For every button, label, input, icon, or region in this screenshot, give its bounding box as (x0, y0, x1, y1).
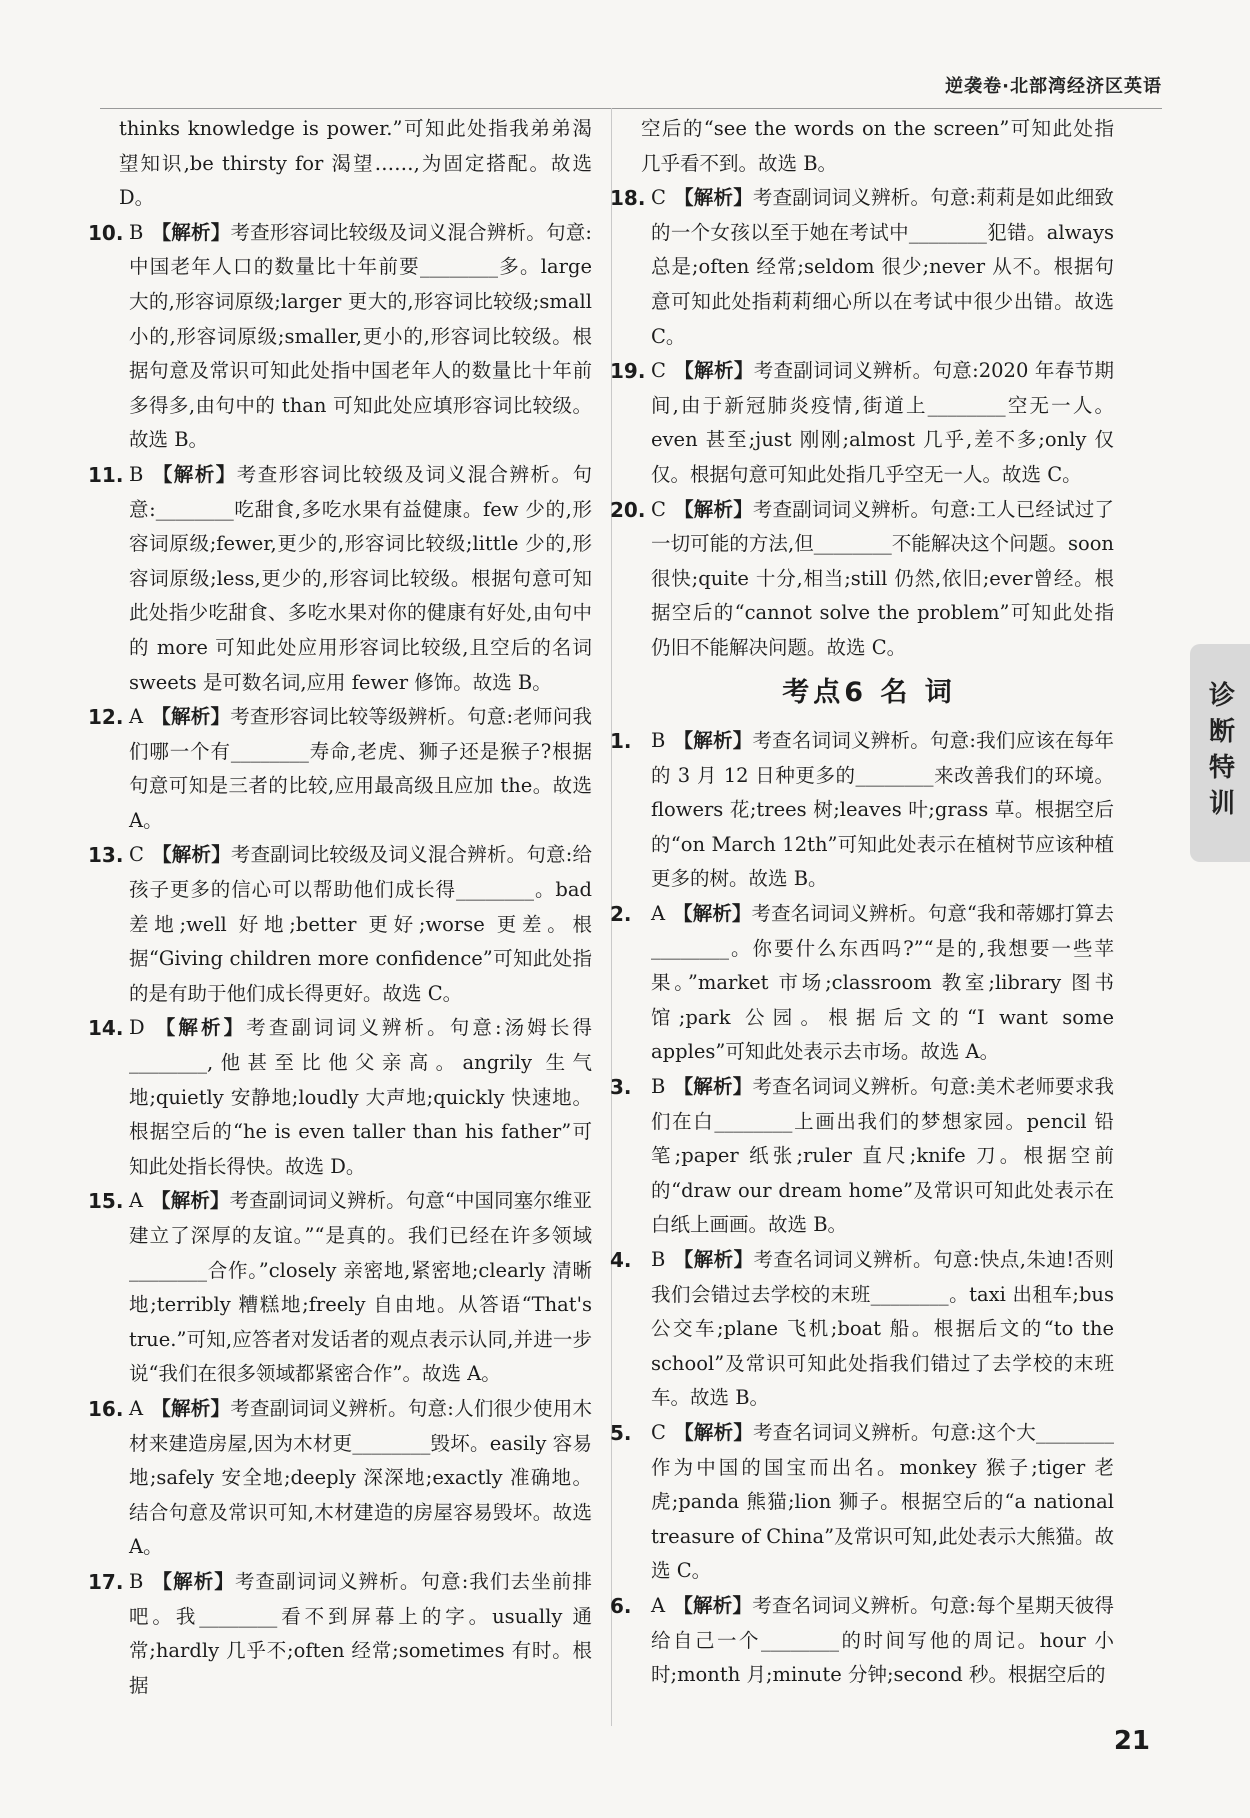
answer-letter: A (651, 902, 666, 926)
answer-entry (88, 700, 592, 838)
answer-letter: B (129, 220, 144, 244)
analysis-tag: 【解析】 (151, 1189, 230, 1213)
answer-letter: A (129, 1189, 144, 1213)
answer-letter: C (651, 359, 666, 383)
question-number: 4. (610, 1248, 632, 1272)
answer-letter: B (651, 1248, 666, 1271)
question-number: 6. (610, 1593, 632, 1618)
answer-entry (88, 838, 592, 1011)
side-tab-label: 诊断特训 (1204, 681, 1235, 825)
analysis-text: 考查名词词义辨析。句意:美术老师要求我们在白________上画出我们的梦想家园。pencil 铅笔;paper 纸张;ruler 直尺;knife 刀。根据空前的“draw our dream home”及常识可知此处表示在白纸上画画。故选 B。 (651, 1075, 1114, 1237)
left-column (88, 112, 592, 1703)
analysis-text: 考查名词词义辨析。句意“我和蒂娜打算去________。你要什么东西吗?”“是的,我想要一些苹果。”market 市场;classroom 教室;library 图书馆;park 公园。根据后文的“I want some apples”可知此处表示去市场。故选 A。 (651, 902, 1114, 1064)
answer-entry (610, 897, 1114, 1070)
analysis-text: 考查形容词比较级及词义混合辨析。句意:中国老年人口的数量比十年前要________多。large 大的,形容词原级;larger 更大的,形容词比较级;small 小的,形容词原级;smaller,更小的,形容词比较级。根据句意及常识可知此处指中国老年人的数量比十年前多得多,由句中的 than 可知此处应填形容词比较级。故选 B。 (129, 220, 592, 452)
answer-letter: C (129, 843, 144, 867)
answer-letter: C (651, 186, 666, 210)
analysis-tag: 【解析】 (152, 1016, 247, 1040)
analysis-tag: 【解析】 (151, 1396, 231, 1420)
answer-entry (610, 493, 1114, 666)
question-number: 18. (610, 186, 646, 211)
analysis-tag: 【解析】 (673, 1248, 754, 1271)
analysis-text: 考查副词词义辨析。句意:人们很少使用木材来建造房屋,因为木材更________毁坏。easily 容易地;safely 安全地;deeply 深深地;exactly 准确地。结合句意及常识可知,木材建造的房屋容易毁坏。故选 A。 (129, 1396, 592, 1559)
section-title: 考点6 名 词 (782, 676, 956, 708)
analysis-tag: 【解析】 (151, 462, 237, 486)
answer-letter: B (651, 1075, 666, 1099)
analysis-text: 考查副词词义辨析。句意:2020 年春节期间,由于新冠肺炎疫情,街道上________空无一人。even 甚至;just 刚刚;almost 几乎,差不多;only 仅仅。根据句意可知此处指几乎空无一人。故选 C。 (651, 359, 1114, 486)
answer-entry (88, 458, 592, 700)
question-number: 14. (88, 1016, 124, 1041)
analysis-text: 考查名词词义辨析。句意:快点,朱迪!否则我们会错过去学校的末班________。taxi 出租车;bus 公交车;plane 飞机;boat 船。根据后文的“to the school”及常识可知此处指我们错过了去学校的末班车。故选 B。 (651, 1248, 1114, 1410)
analysis-text: 考查形容词比较等级辨析。句意:老师问我们哪一个有________寿命,老虎、狮子还是猴子?根据句意可知是三者的比较,应用最高级且应加 the。故选 A。 (129, 705, 592, 832)
question-number: 10. (88, 220, 124, 245)
question-number: 17. (88, 1569, 124, 1594)
answer-entry (610, 1243, 1114, 1416)
right-intro: 空后的“see the words on the screen”可知此处指几乎看不到。故选 B。 (641, 117, 1114, 175)
answer-entry (88, 1184, 592, 1392)
left-intro: thinks knowledge is power.”可知此处指我弟弟渴望知识,be thirsty for 渴望……,为固定搭配。故选 D。 (119, 117, 592, 210)
analysis-tag: 【解析】 (151, 843, 231, 867)
answer-letter: B (129, 1569, 144, 1593)
question-number: 15. (88, 1189, 124, 1214)
question-number: 1. (610, 729, 632, 754)
analysis-text: 考查名词词义辨析。句意:这个大________作为中国的国宝而出名。monkey 猴子;tiger 老虎;panda 熊猫;lion 狮子。根据空后的“a national treasure of China”及常识可知,此处表示大熊猫。故选 C。 (651, 1420, 1114, 1583)
answer-entry (610, 181, 1114, 354)
analysis-text: 考查副词词义辨析。句意:汤姆长得________,他甚至比他父亲高。angrily 生气地;quietly 安静地;loudly 大声地;quickly 快速地。根据空后的“he is even taller than his father”可知此处指长得快。故选 D。 (129, 1016, 592, 1178)
answer-entry (88, 216, 592, 458)
analysis-text: 考查形容词比较级及词义混合辨析。句意:________吃甜食,多吃水果有益健康。few 少的,形容词原级;fewer,更少的,形容词比较级;little 少的,形容词原级;less,更少的,形容词比较级。根据句意可知此处指少吃甜食、多吃水果对你的健康有好处,由句中的 more 可知此处应用形容词比较级,且空后的名词 sweets 是可数名词,应用 fewer 修饰。故选 B。 (129, 462, 592, 694)
question-number: 20. (610, 497, 646, 522)
side-tab[interactable] (1190, 644, 1250, 862)
analysis-text: 考查副词词义辨析。句意:莉莉是如此细致的一个女孩以至于她在考试中________犯错。always 总是;often 经常;seldom 很少;never 从不。根据句意可知此处指莉莉细心所以在考试中很少出错。故选 C。 (651, 186, 1114, 348)
analysis-tag: 【解析】 (673, 497, 753, 521)
right-column (610, 112, 1114, 1693)
analysis-tag: 【解析】 (151, 220, 231, 244)
question-number: 13. (88, 843, 124, 868)
analysis-tag: 【解析】 (673, 359, 754, 383)
analysis-text: 考查名词词义辨析。句意:每个星期天彼得给自己一个________的时间写他的周记。hour 小时;month 月;minute 分钟;second 秒。根据空后的 (651, 1593, 1114, 1687)
answer-entry (610, 1416, 1114, 1589)
answer-letter: D (129, 1016, 145, 1040)
analysis-text: 考查副词词义辨析。句意:我们去坐前排吧。我________看不到屏幕上的字。usually 通常;hardly 几乎不;often 经常;sometimes 有时。根据 (129, 1569, 592, 1697)
answer-entry (610, 354, 1114, 492)
analysis-text: 考查副词词义辨析。句意“中国同塞尔维亚建立了深厚的友谊。”“是真的。我们已经在许多领域________合作。”closely 亲密地,紧密地;clearly 清晰地;terribly 糟糕地;freely 自由地。从答语“That's true.”可知,应答者对发话者的观点表示认同,并进一步说“我们在很多领域都紧密合作”。故选 A。 (129, 1189, 592, 1386)
question-number: 5. (610, 1420, 632, 1445)
question-number: 16. (88, 1396, 124, 1421)
analysis-tag: 【解析】 (673, 729, 753, 753)
question-number: 11. (88, 462, 124, 487)
header-rule (100, 108, 1162, 109)
page-header: 逆袭卷·北部湾经济区英语 (945, 76, 1162, 97)
analysis-tag: 【解析】 (151, 705, 231, 729)
question-number: 2. (610, 902, 632, 927)
question-number: 12. (88, 705, 124, 730)
analysis-text: 考查名词词义辨析。句意:我们应该在每年的 3 月 12 日种更多的________来改善我们的环境。flowers 花;trees 树;leaves 叶;grass 草。根据空后的“on March 12th”可知此处表示在植树节应该种植更多的树。故选 B。 (651, 729, 1114, 891)
analysis-text: 考查副词比较级及词义混合辨析。句意:给孩子更多的信心可以帮助他们成长得________。bad 差地;well 好地;better 更好;worse 更差。根据“Giving children more confidence”可知此处指的是有助于他们成长得更好。故选 C。 (129, 843, 592, 1005)
analysis-tag: 【解析】 (673, 1075, 753, 1099)
answer-entry (88, 1565, 592, 1703)
answer-letter: B (129, 462, 144, 486)
answer-letter: C (651, 497, 666, 521)
analysis-tag: 【解析】 (673, 186, 753, 210)
answer-letter: C (651, 1420, 666, 1444)
analysis-tag: 【解析】 (673, 902, 752, 926)
analysis-tag: 【解析】 (673, 1420, 754, 1444)
answer-letter: B (651, 729, 666, 753)
analysis-tag: 【解析】 (673, 1593, 753, 1617)
analysis-text: 考查副词词义辨析。句意:工人已经试过了一切可能的方法,但________不能解决这个问题。soon 很快;quite 十分,相当;still 仍然,依旧;ever曾经。根据空后的“cannot solve the problem”可知此处指仍旧不能解决问题。故选 C。 (651, 497, 1114, 659)
answer-entry (610, 1070, 1114, 1243)
answer-letter: A (129, 705, 144, 729)
answer-entry (88, 1392, 592, 1565)
question-number: 19. (610, 359, 646, 384)
analysis-tag: 【解析】 (151, 1569, 235, 1593)
page-number: 21 (1113, 1726, 1150, 1756)
answer-letter: A (651, 1593, 666, 1617)
question-number: 3. (610, 1075, 632, 1100)
answer-entry (88, 1011, 592, 1184)
answer-letter: A (129, 1396, 144, 1420)
answer-entry (610, 724, 1114, 897)
answer-entry (610, 1589, 1114, 1693)
